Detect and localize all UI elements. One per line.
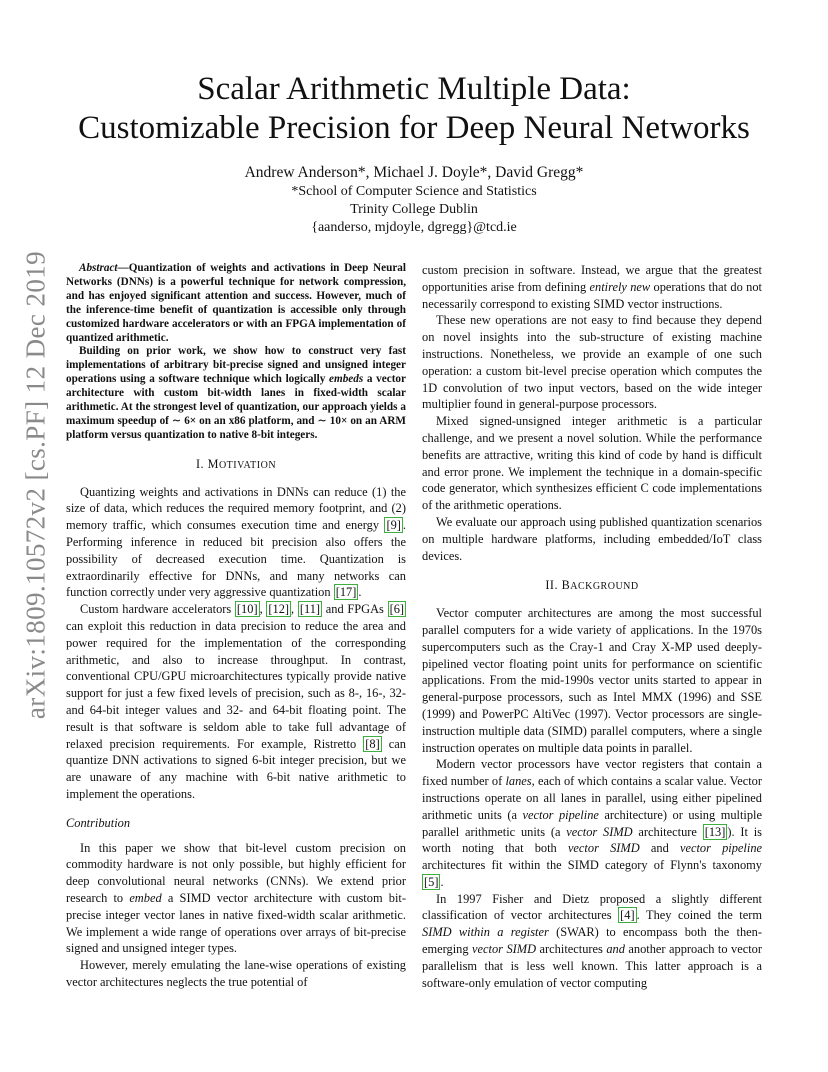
citation-link[interactable]: [17] <box>335 585 357 600</box>
section-heading-motivation: I. MOTIVATION <box>195 456 277 471</box>
title-line-2: Customizable Precision for Deep Neural Networks <box>78 110 750 146</box>
citation-link[interactable]: [5] <box>424 874 439 889</box>
right-paragraph-3: Mixed signed-unsigned integer arithmetic is a particular challenge, and we present a novel solution. While the performance benefits are attractive, writing this kind of code by hand is difficult and error prone. We implement the technique in a domain-specific code generator, which synthesizes efficient C code implementations of the arithmetic operations. <box>422 414 762 513</box>
author-list: Andrew Anderson*, Michael J. Doyle*, David Gregg* <box>244 164 584 181</box>
background-paragraph-2: Modern vector processors have vector registers that contain a fixed number of lanes, each of which contains a scalar value. Vector instructions operate on all lanes in parallel, using either pipelined arithmetic units (a vector pipeline architecture) or using multiple parallel arithmetic units (a vector SIMD architecture [13] ). It is worth noting that both vector SIMD and vector pipeline architectures fit within the SIMD category of Flynn's taxonomy [5] . <box>422 757 763 889</box>
citation-link[interactable]: [13] <box>704 824 726 839</box>
abstract-label: Abstract <box>79 262 118 274</box>
citation-link[interactable]: [4] <box>620 908 635 923</box>
right-paragraph-2: These new operations are not easy to find because they depend on novel insights into the sub-structure of existing machine instructions. Nonetheless, we provide an example of one such operation: a custom bit-level precise operation which computes the 1D convolution of two input vectors, based on the wide integer multiplier found in general-purpose processors. <box>422 313 762 412</box>
citation-link[interactable]: [10] <box>236 602 258 617</box>
affiliation: *School of Computer Science and Statistics <box>291 184 537 199</box>
motivation-paragraph-2: Custom hardware accelerators [10] , [12] , [11] and FPGAs [6] can exploit this reduction in data precision to reduce the area and power required for the implementation of the corresponding arithmetic, and also to increase throughput. In contrast, conventional CPU/GPU microarchitectures typically provide native support for just a few fixed levels of precision, such as 8-, 16-, 32- and 64-bit integer values and 32- and 64-bit floating point. The result is that software is seldom able to take full advantage of relaxed precision requirements. For example, Ristretto [8] can quantize DNN activations to signed 6-bit integer precision, but we are unaware of any machine with 6-bit native arithmetic to implement the operations. <box>66 602 407 801</box>
contribution-paragraph-2: However, merely emulating the lane-wise operations of existing vector architectures neglects the true potential of <box>66 958 406 989</box>
right-paragraph-1: custom precision in software. Instead, we argue that the greatest opportunities arise from defining entirely new operations that do not necessarily correspond to existing SIMD vector instructions. <box>422 263 762 311</box>
left-column <box>66 262 406 991</box>
right-column <box>422 262 762 991</box>
arxiv-identifier: arXiv:1809.10572v2 [cs.PF] 12 Dec 2019 <box>20 250 51 720</box>
citation-link[interactable]: [8] <box>365 736 380 751</box>
abstract-paragraph-2: Building on prior work, we show how to construct very fast implementations of arbitrary bit-precise signed and unsigned integer operations using a software technique which logically embeds a vector architecture with custom bit-width lanes in fixed-width scalar arithmetic. At the strongest level of quantization, our approach yields a maximum speedup of ∼ 6× on an x86 platform, and ∼ 10× on an ARM platform versus quantization to native 8-bit integers. <box>66 345 406 441</box>
abstract-paragraph-1: Abstract—Quantization of weights and activations in Deep Neural Networks (DNNs) is a powerful technique for network compression, and has enjoyed significant attention and success. However, much of the inference-time benefit of quantization is accessible only through customized hardware accelerators or with an FPGA implementation of quantized arithmetic. <box>66 262 406 344</box>
citation-link[interactable]: [9] <box>386 518 401 533</box>
title-line-1: Scalar Arithmetic Multiple Data: <box>197 71 631 107</box>
right-paragraph-4: We evaluate our approach using published quantization scenarios on multiple hardware platforms, including embedded/IoT class devices. <box>422 514 762 563</box>
author-email: {aanderso, mjdoyle, dgregg}@tcd.ie <box>311 220 517 235</box>
contribution-paragraph-1: In this paper we show that bit-level custom precision on commodity hardware is not only possible, but highly efficient for deep convolutional neural networks (CNNs). We extend prior research to embed a SIMD vector architecture with custom bit-precise integer vector lanes in native fixed-width scalar arithmetic. We implement a wide range of operations over arrays of bit-precise signed and unsigned integer types. <box>66 840 406 956</box>
abstract <box>66 262 406 443</box>
citation-link[interactable]: [11] <box>299 602 321 617</box>
subsection-heading-contribution: Contribution <box>66 815 131 830</box>
background-paragraph-1: Vector computer architectures are among the most successful parallel computers for a wide variety of applications. In the 1970s supercomputers such as the Cray-1 and Cray X-MP used deeply-pipelined vector floating point units for performance on scientific applications. From the mid-1990s vector units started to appear in general-purpose processors, such as Intel MMX (1996) and SSE (1999) and PowerPC AltiVec (1997). Vector processors are single-instruction multiple data (SIMD) parallel computers, where a single instruction operates on multiple data points in parallel. <box>422 606 762 755</box>
background-paragraph-3: In 1997 Fisher and Dietz proposed a slightly different classification of vector architectures [4] . They coined the term SIMD within a register (SWAR) to encompass both the then-emerging vector SIMD architectures and another approach to vector parallelism that is less well known. This latter approach is a software-only emulation of vector computing <box>422 891 762 990</box>
motivation-paragraph-1: Quantizing weights and activations in DNNs can reduce (1) the size of data, which reduces the required memory footprint, and (2) memory traffic, which consumes execution time and energy [9] . Performing inference in reduced bit precision also offers the possibility of decreased execution time. Quantization is extraordinarily effective for DNNs, and many networks can function correctly under very aggressive quantization [17] . <box>66 484 406 600</box>
paper-title <box>0 70 828 148</box>
arxiv-sidebar-stamp <box>14 250 58 720</box>
section-heading-background: II. BACKGROUND <box>545 578 639 593</box>
citation-link[interactable]: [12] <box>268 602 290 617</box>
author-block <box>0 162 828 237</box>
citation-link[interactable]: [6] <box>389 602 405 617</box>
institution: Trinity College Dublin <box>350 202 478 217</box>
